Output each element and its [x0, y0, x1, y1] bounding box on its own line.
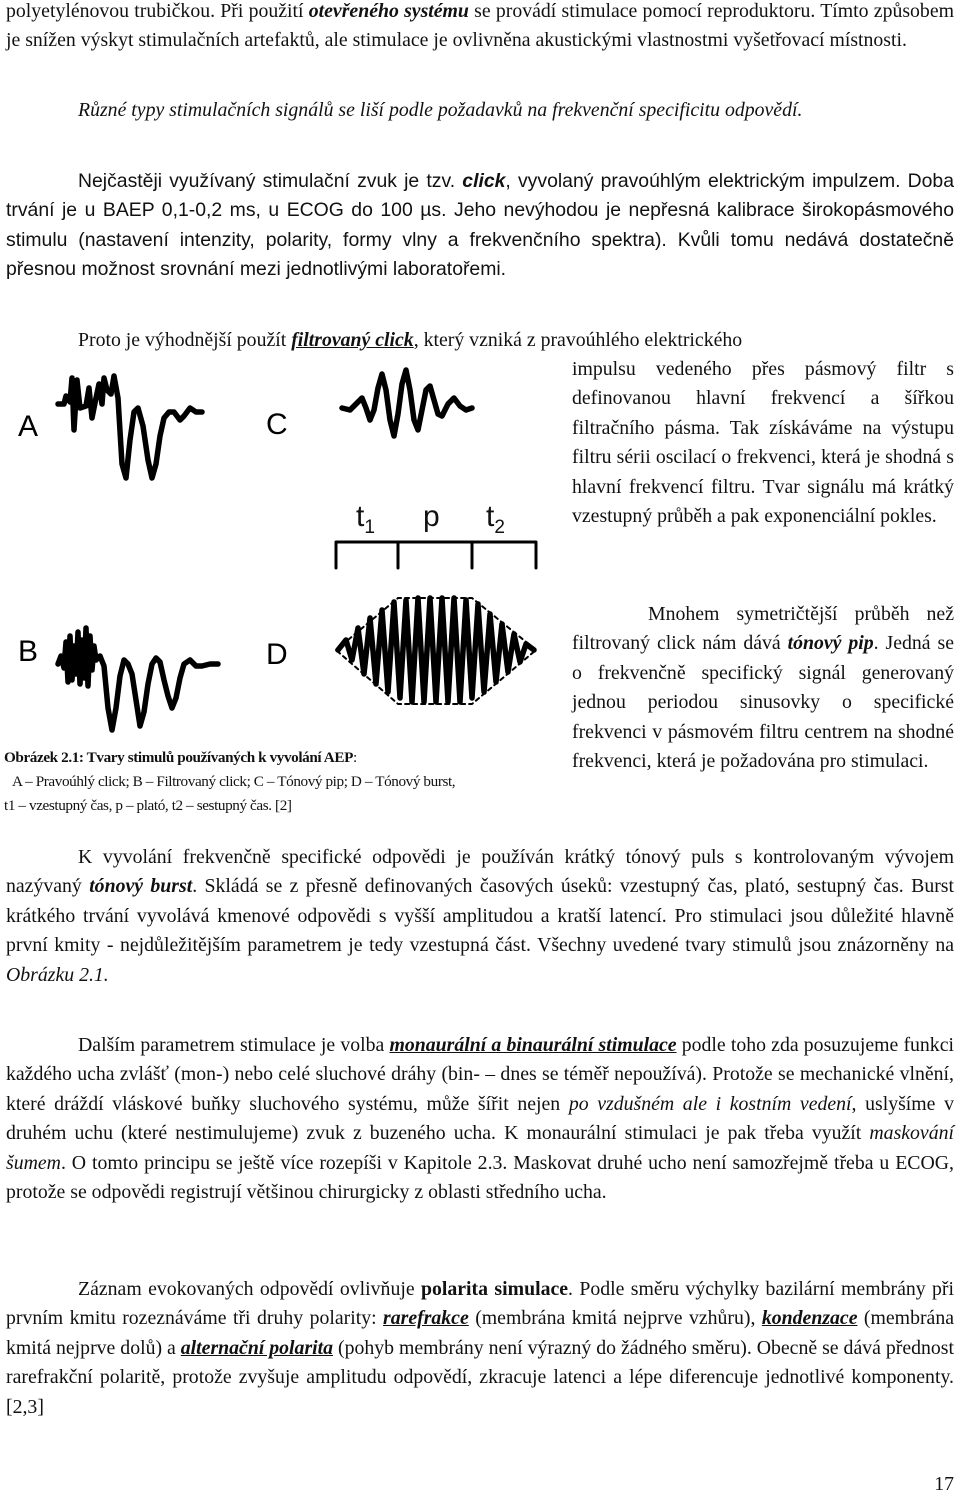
caption-line-2: A – Pravoúhlý click; B – Filtrovaný click; C – Tónový pip; D – Tónový burst,	[12, 773, 456, 790]
t2-subscript: 2	[494, 517, 505, 538]
caption-line-3: t1 – vzestupný čas, p – plató, t2 – sestupný čas. [2]	[4, 797, 292, 814]
text-run: K vyvolání frekvenčně specifické odpovědi je používán krátký tónový puls s kontrolovaným vývojem nazývaný	[6, 846, 954, 898]
text-run: (membrána kmitá nejprve vzhůru),	[468, 1307, 762, 1330]
paragraph-monaural	[6, 1031, 954, 1207]
paragraph-polarity	[6, 1275, 954, 1422]
waveform-a-icon	[56, 368, 266, 488]
paragraph-open-system	[6, 0, 954, 56]
caption-line-1	[4, 746, 559, 770]
t1-letter: t	[356, 500, 365, 533]
t1-subscript: 1	[364, 517, 375, 538]
side-paragraph-filtered: impulsu vedeného přes pásmový filtr s definovanou hlavní frekvencí a šířkou filtračního pásma. Tak získáváme na výstupu filtru sérii oscilací o frekvenci, která je shodná s hlavní frekvencí filtru. Tvar signálu má krátký vzestupný průběh a pak exponenciální pokles.	[572, 358, 954, 528]
text-run: , vyvolaný pravoúhlým elektrickým impulzem. Doba trvání je u BAEP 0,1-0,2 ms, u ECOG do 100 µs. Jeho nevýhodou je nepřesná kalibrace širokopásmového stimulu (nastavení intenzity, polarity, formy vlny a frekvenčního spektra). Kvůli tomu nedává dostatečně přesnou možnost srovnání mezi jednotlivými laboratořemi.	[6, 170, 955, 281]
term-tone-pip: tónový pip	[787, 632, 874, 655]
text-run: . Jedná se o frekvenčně specifický signál generovaný jednou periodou sinusovky o specifické frekvenci v pásmovém filtru centrem na shodné frekvenci, která je požadována pro stimulaci.	[572, 632, 954, 773]
term-open-system: otevřeného systému	[308, 0, 469, 22]
figure-label-a: A	[18, 410, 39, 443]
figure-caption	[4, 746, 559, 818]
waveform-c-icon	[340, 364, 540, 444]
figure-label-c: C	[266, 408, 288, 441]
text-run: polyetylénovou trubičkou. Při použití	[6, 0, 309, 22]
term-alternating: alternační polarita	[180, 1336, 334, 1359]
caption-title: Obrázek 2.1: Tvary stimulů používaných k vyvolání AEP	[4, 749, 353, 766]
paragraph-filtered-first-line	[6, 326, 954, 355]
text-run: Mnohem symetričtější průběh než filtrovaný click nám dává	[572, 603, 954, 655]
waveform-d-icon	[330, 528, 550, 748]
term-condensation: kondenzace	[761, 1307, 858, 1330]
t2-letter: t	[486, 500, 495, 533]
text-run: . Skládá se z přesně definovaných časových úseků: vzestupný čas, plató, sestupný čas. Burst krátkého trvání vyvolává kmenové odpovědi s vyšší amplitudou a kratší latencí. Pro stimulaci jsou důležité hlavně první kmity - nejdůležitějším parametrem je tedy vzestupná část. Všechny uvedené tvary stimulů jsou znázorněny na	[6, 875, 954, 957]
text-run: , který vzniká z pravoúhlého elektrického	[413, 329, 743, 351]
figure-reference-link: Obrázku 2.1.	[6, 963, 109, 986]
text-run: . Podle směru výchylky bazilární membrány při prvním kmitu rozeznáváme tři druhy polarity:	[6, 1278, 954, 1330]
text-run: , uslyšíme v druhém uchu (které nestimulujeme) zvuk z buzeného ucha. K monaurální stimulaci je pak třeba využít	[6, 1092, 954, 1145]
term-filtered-click: filtrovaný click	[291, 329, 414, 351]
term-conduction: po vzdušném ale i kostním vedení	[568, 1092, 852, 1115]
text-run: podle toho zda posuzujeme funkci každého ucha zvlášť (mon-) nebo celé sluchové dráhy (bin- – dnes se téměř nepoužívá). Protože se mechanické vlnění, které dráždí vláskové buňky sluchového systému, může šířit nejen	[6, 1034, 954, 1115]
caption-colon: :	[352, 749, 357, 766]
figure-label-d: D	[266, 638, 288, 671]
figure-label-b: B	[18, 635, 39, 668]
text-run: . O tomto principu se ještě více rozepíši v Kapitole 2.3. Maskovat druhé ucho není samozřejmě třeba u ECOG, protože se odpovědi registrují většinou chirurgicky z oblasti středního ucha.	[6, 1151, 954, 1204]
term-polarity: polarita simulace	[421, 1278, 569, 1300]
paragraph-click	[6, 167, 954, 285]
text-run: (membrána kmitá nejprve dolů) a	[6, 1307, 954, 1359]
text-run: (pohyb membrány není výrazný do žádného směru). Obecně se dává přednost rarefrakční polaritě, protože zvyšuje amplitudu odpovědí, zkracuje latenci a lépe diferencuje jednotlivé komponenty.[2,3]	[6, 1336, 954, 1418]
p-label: p	[423, 500, 440, 533]
paragraph-tone-burst	[6, 843, 954, 990]
text-run: Dalším parametrem stimulace je volba	[78, 1034, 390, 1056]
paragraph-signal-types: Různé typy stimulačních signálů se liší podle požadavků na frekvenční specificitu odpovědí.	[78, 99, 803, 121]
side-paragraph-pip	[572, 600, 954, 776]
text-run: Proto je výhodnější použít	[78, 329, 292, 351]
waveform-b-icon	[56, 612, 266, 742]
term-rarefraction: rarefrakce	[383, 1307, 469, 1330]
term-click: click	[462, 170, 506, 192]
term-masking: maskování šumem	[6, 1122, 954, 1174]
text-run: se provádí stimulace pomocí reproduktoru. Tímto způsobem je snížen výskyt stimulačních artefaktů, ale stimulace je ovlivněna akustickými vlastnostmi vyšetřovací místnosti.	[6, 0, 954, 52]
term-tone-burst: tónový burst	[89, 875, 193, 898]
page-number: 17	[934, 1473, 954, 1495]
term-monaural-binaural: monaurální a binaurální stimulace	[389, 1034, 677, 1056]
text-run: Záznam evokovaných odpovědí ovlivňuje	[78, 1278, 421, 1300]
text-run: Nejčastěji využívaný stimulační zvuk je tzv.	[78, 170, 463, 192]
